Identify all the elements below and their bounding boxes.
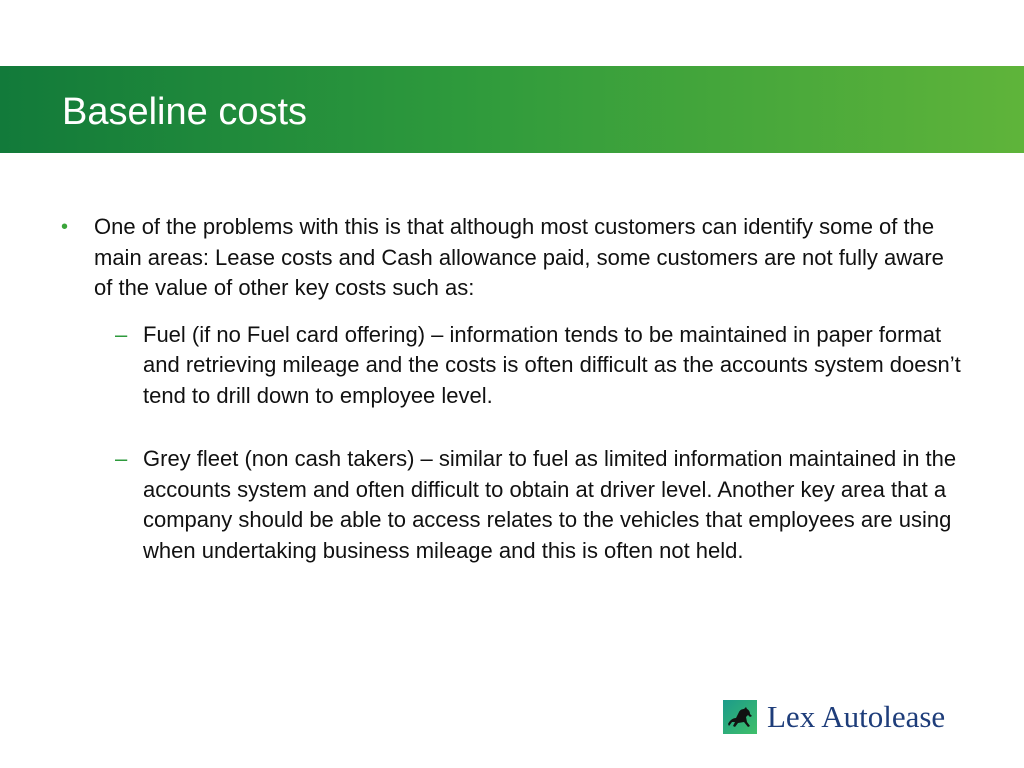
logo-text: Lex Autolease bbox=[767, 699, 946, 734]
sub-bullet-marker: – bbox=[115, 321, 128, 347]
sub-bullet-item-grey-fleet bbox=[0, 444, 1024, 566]
sub-bullet-item-fuel bbox=[0, 320, 1024, 412]
bullet-text: One of the problems with this is that although most customers can identify some of the main areas: Lease costs and Cash allowance paid, some customers are not fully aware of the value of other key costs such as: bbox=[94, 214, 944, 300]
slide-body bbox=[0, 212, 1024, 566]
bullet-marker: • bbox=[61, 216, 69, 238]
company-logo bbox=[723, 699, 983, 735]
black-horse-logo-icon bbox=[723, 700, 757, 734]
title-bar bbox=[0, 66, 1024, 153]
sub-bullet-text: Fuel (if no Fuel card offering) – information tends to be maintained in paper format and retrieving mileage and the costs is often difficult as the accounts system doesn’t tend to drill down to employee level. bbox=[143, 321, 961, 408]
slide-title: Baseline costs bbox=[62, 91, 308, 133]
sub-bullet-text: Grey fleet (non cash takers) – similar to fuel as limited information maintained in the accounts system and often difficult to obtain at driver level. Another key area that a company should be able to access relates to the vehicles that employees are using when undertaking business mileage and this is often not held. bbox=[143, 446, 957, 563]
bullet-item bbox=[0, 212, 1024, 304]
sub-bullet-marker: – bbox=[115, 446, 128, 471]
